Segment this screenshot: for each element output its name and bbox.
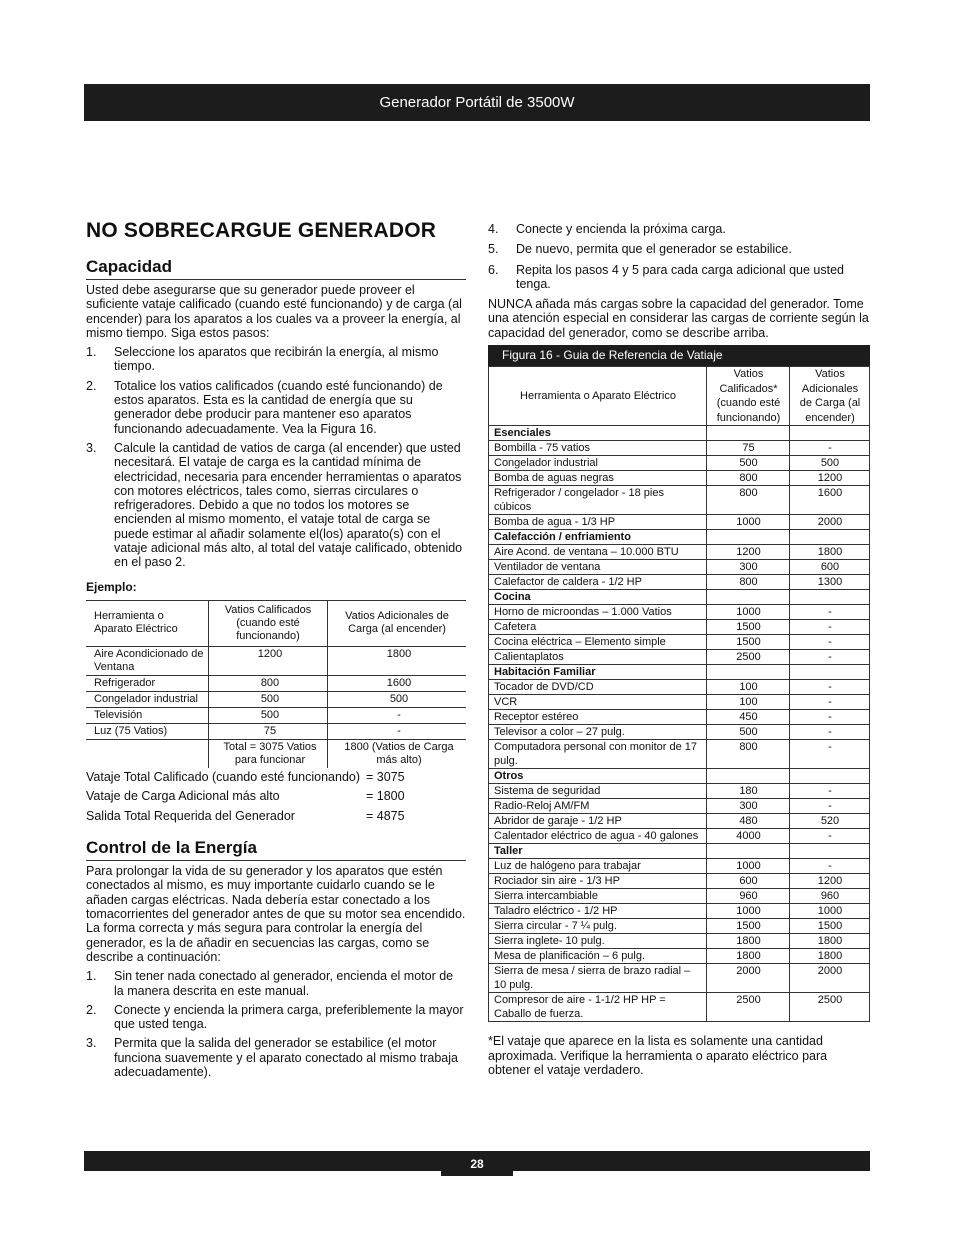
starting-watts: 520 [790, 814, 870, 829]
appliance-name: Aire Acond. de ventana – 10.000 BTU [489, 545, 707, 560]
table-row [489, 829, 870, 844]
running-watts: 1500 [707, 635, 790, 650]
category-row [489, 844, 870, 859]
reference-header-item: Herramienta o Aparato Eléctrico [489, 367, 707, 426]
capacidad-heading: Capacidad [86, 257, 466, 280]
table-row [489, 799, 870, 814]
example-table-header [86, 600, 466, 646]
category-name: Habitación Familiar [489, 665, 707, 680]
running-watts: 600 [707, 874, 790, 889]
running-watts: 800 [707, 486, 790, 515]
list-item [488, 263, 870, 292]
step-text: Calcule la cantidad de vatios de carga (al encender) que usted necesitará. El vataje de carga es la cantidad mínima de electricidad, necesaria para encender herramientas o aparatos con motores eléctricos, tales como, sierras circulares o refrigeradores. Debido a que no todos los motores se encienden al mismo momento, el vataje total de carga se puede estimar al añadir solamente el(los) aparato(s) con el vataje adicional más alto, al total del vataje calificado, obtenido en el paso 2. [114, 440, 463, 570]
appliance-name: Horno de microondas – 1.000 Vatios [489, 605, 707, 620]
table-row [489, 620, 870, 635]
category-empty [707, 426, 790, 441]
list-item [86, 345, 466, 374]
table-row [489, 545, 870, 560]
appliance-name: Bomba de aguas negras [489, 471, 707, 486]
starting-watts: 1200 [790, 471, 870, 486]
example-starting: - [328, 707, 467, 723]
running-watts: 480 [707, 814, 790, 829]
list-item [86, 969, 466, 998]
example-item: Televisión [86, 707, 209, 723]
appliance-name: Congelador industrial [489, 456, 707, 471]
table-row [86, 646, 466, 675]
table-row [489, 725, 870, 740]
step-text: Permita que la salida del generador se estabilice (el motor funciona suavemente y el aparato conectado al mismo trabaja adecuadamente). [114, 1036, 458, 1079]
running-watts: 100 [707, 680, 790, 695]
starting-watts: - [790, 695, 870, 710]
table-row [489, 949, 870, 964]
example-header-item: Herramienta o Aparato Eléctrico [86, 600, 209, 646]
starting-watts: - [790, 441, 870, 456]
appliance-name: Calentador eléctrico de agua - 40 galones [489, 829, 707, 844]
category-empty [790, 665, 870, 680]
step-text: De nuevo, permita que el generador se estabilice. [516, 242, 792, 257]
table-row [489, 650, 870, 665]
page-number [441, 1151, 513, 1176]
table-row [489, 471, 870, 486]
running-watts: 1000 [707, 859, 790, 874]
appliance-name: Luz de halógeno para trabajar [489, 859, 707, 874]
starting-watts: 1800 [790, 545, 870, 560]
reference-header-running: Vatios Calificados* (cuando esté funcionando) [707, 367, 790, 426]
table-row [86, 675, 466, 691]
running-watts: 300 [707, 560, 790, 575]
category-empty [707, 590, 790, 605]
summary-label: Salida Total Requerida del Generador [86, 808, 295, 823]
appliance-name: Bombilla - 75 vatios [489, 441, 707, 456]
example-header-starting: Vatios Adicionales de Carga (al encender) [328, 600, 467, 646]
category-name: Calefacción / enfriamiento [489, 530, 707, 545]
list-item [86, 441, 466, 570]
running-watts: 2500 [707, 993, 790, 1022]
table-row [489, 441, 870, 456]
running-watts: 100 [707, 695, 790, 710]
table-row [489, 680, 870, 695]
list-item [488, 242, 870, 256]
left-column [86, 219, 466, 1079]
category-empty [707, 769, 790, 784]
category-empty [790, 769, 870, 784]
step-number: 2. [86, 378, 97, 393]
running-watts: 1500 [707, 620, 790, 635]
example-summary [86, 768, 466, 827]
running-watts: 800 [707, 740, 790, 769]
reference-table-header [489, 367, 870, 426]
appliance-name: Sierra inglete- 10 pulg. [489, 934, 707, 949]
table-row [489, 919, 870, 934]
table-row [86, 723, 466, 739]
table-row [86, 707, 466, 723]
step-number: 6. [488, 262, 499, 277]
category-empty [707, 665, 790, 680]
running-watts: 2500 [707, 650, 790, 665]
capacity-warning: NUNCA añada más cargas sobre la capacidad del generador. Tome una atención especial en considerar las cargas de corriente según la capacidad del generador, como se describe arriba. [488, 297, 869, 340]
step-number: 3. [86, 1036, 97, 1051]
table-row [489, 560, 870, 575]
appliance-name: Ventilador de ventana [489, 560, 707, 575]
table-row [489, 486, 870, 515]
step-text: Seleccione los aparatos que recibirán la energía, al mismo tiempo. [114, 345, 439, 374]
starting-watts: 500 [790, 456, 870, 471]
table-row [489, 859, 870, 874]
starting-watts: 2500 [790, 993, 870, 1022]
example-running: 800 [209, 675, 328, 691]
starting-watts: - [790, 620, 870, 635]
example-item: Aire Acondicionado de Ventana [86, 646, 209, 675]
example-starting: 1600 [328, 675, 467, 691]
appliance-name: Sierra circular - 7 ¼ pulg. [489, 919, 707, 934]
starting-watts: 2000 [790, 964, 870, 993]
control-steps [86, 969, 466, 1079]
summary-row [86, 807, 466, 827]
starting-watts: - [790, 650, 870, 665]
starting-watts: 1500 [790, 919, 870, 934]
example-total-starting: 1800 (Vatios de Carga más alto) [328, 739, 467, 768]
appliance-name: Cafetera [489, 620, 707, 635]
category-empty [707, 530, 790, 545]
appliance-name: Mesa de planificación – 6 pulg. [489, 949, 707, 964]
capacidad-intro: Usted debe asegurarse que su generador puede proveer el suficiente vataje calificado (cuando esté funcionando) y de carga (al encender) para los aparatos a los cuales va a proveer la energía, al mismo tiempo. Siga estos pasos: [86, 283, 462, 340]
control-steps-continued [488, 222, 870, 291]
appliance-name: Radio-Reloj AM/FM [489, 799, 707, 814]
running-watts: 960 [707, 889, 790, 904]
appliance-name: Sierra intercambiable [489, 889, 707, 904]
example-item: Luz (75 Vatios) [86, 723, 209, 739]
step-number: 2. [86, 1002, 97, 1017]
running-watts: 800 [707, 471, 790, 486]
summary-label: Vataje Total Calificado (cuando esté funcionando) [86, 769, 361, 784]
table-row [489, 784, 870, 799]
appliance-name: Tocador de DVD/CD [489, 680, 707, 695]
example-running: 1200 [209, 646, 328, 675]
starting-watts: - [790, 784, 870, 799]
running-watts: 300 [707, 799, 790, 814]
starting-watts: - [790, 859, 870, 874]
running-watts: 1000 [707, 605, 790, 620]
ejemplo-label: Ejemplo: [86, 579, 137, 594]
step-number: 3. [86, 440, 97, 455]
header-title: Generador Portátil de 3500W [379, 94, 575, 111]
starting-watts: 960 [790, 889, 870, 904]
step-number: 5. [488, 242, 499, 257]
example-table [86, 600, 466, 768]
step-text: Conecte y encienda la primera carga, preferiblemente la mayor que usted tenga. [114, 1002, 464, 1032]
category-row [489, 769, 870, 784]
running-watts: 75 [707, 441, 790, 456]
category-name: Cocina [489, 590, 707, 605]
appliance-name: Abridor de garaje - 1/2 HP [489, 814, 707, 829]
table-row [489, 456, 870, 471]
appliance-name: Bomba de agua - 1/3 HP [489, 515, 707, 530]
example-total-running: Total = 3075 Vatios para funcionar [209, 739, 328, 768]
summary-value: = 1800 [366, 789, 405, 804]
starting-watts: - [790, 605, 870, 620]
running-watts: 4000 [707, 829, 790, 844]
starting-watts: 1600 [790, 486, 870, 515]
example-running: 75 [209, 723, 328, 739]
running-watts: 1800 [707, 934, 790, 949]
running-watts: 1800 [707, 949, 790, 964]
control-intro: Para prolongar la vida de su generador y los aparatos que estén conectados al mismo, es muy importante cuidarlo cuando se le añaden cargas eléctricas. Nada debería estar conectado a los tomacorrientes del generador antes de que su motor sea encendido. La forma correcta y más segura para controlar la energía del generador, es la de añadir en secuencias las cargas, como se describe a continuación: [86, 864, 466, 964]
step-text: Totalice los vatios calificados (cuando esté funcionando) de estos aparatos. Esta es la cantidad de energía que su generador debe producir para mantener eso aparatos funcionando adecuadamente. Vea la Figura 16. [114, 378, 443, 436]
starting-watts: 1800 [790, 934, 870, 949]
running-watts: 1200 [707, 545, 790, 560]
table-row [489, 710, 870, 725]
example-starting: - [328, 723, 467, 739]
starting-watts: 600 [790, 560, 870, 575]
example-total-row [86, 739, 466, 768]
summary-row [86, 768, 466, 788]
running-watts: 2000 [707, 964, 790, 993]
list-item [86, 1036, 466, 1079]
capacidad-steps [86, 345, 466, 569]
running-watts: 500 [707, 725, 790, 740]
step-number: 1. [86, 345, 97, 360]
list-item [488, 222, 870, 236]
running-watts: 180 [707, 784, 790, 799]
appliance-name: Rociador sin aire - 1/3 HP [489, 874, 707, 889]
control-heading: Control de la Energía [86, 838, 466, 861]
starting-watts: - [790, 799, 870, 814]
appliance-name: Sierra de mesa / sierra de brazo radial – 10 pulg. [489, 964, 707, 993]
running-watts: 1500 [707, 919, 790, 934]
page-number-text: 28 [470, 1156, 484, 1171]
starting-watts: 1300 [790, 575, 870, 590]
table-row [489, 874, 870, 889]
wattage-reference-table [488, 366, 870, 1022]
category-name: Esenciales [489, 426, 707, 441]
category-empty [790, 426, 870, 441]
example-running: 500 [209, 691, 328, 707]
figure-footnote: *El vataje que aparece en la lista es solamente una cantidad aproximada. Verifique la herramienta o aparato eléctrico para obtener el vataje verdadero. [488, 1034, 828, 1078]
starting-watts: - [790, 740, 870, 769]
table-row [86, 691, 466, 707]
table-row [489, 964, 870, 993]
step-text: Sin tener nada conectado al generador, encienda el motor de la manera descrita en este manual. [114, 969, 454, 998]
category-empty [790, 530, 870, 545]
list-item [86, 379, 466, 436]
running-watts: 500 [707, 456, 790, 471]
summary-label: Vataje de Carga Adicional más alto [86, 789, 280, 804]
category-name: Otros [489, 769, 707, 784]
example-header-running: Vatios Calificados (cuando esté funcionando) [209, 600, 328, 646]
starting-watts: - [790, 710, 870, 725]
summary-value: = 3075 [366, 769, 405, 784]
table-row [489, 575, 870, 590]
appliance-name: Sistema de seguridad [489, 784, 707, 799]
table-row [489, 695, 870, 710]
figure-title: Figura 16 - Guia de Referencia de Vatiaje [488, 345, 870, 366]
table-row [489, 515, 870, 530]
category-name: Taller [489, 844, 707, 859]
header-bar [84, 84, 870, 121]
appliance-name: Receptor estéreo [489, 710, 707, 725]
appliance-name: Calientaplatos [489, 650, 707, 665]
category-empty [790, 590, 870, 605]
step-number: 4. [488, 222, 499, 236]
example-running: 500 [209, 707, 328, 723]
category-row [489, 530, 870, 545]
example-total-empty [86, 739, 209, 768]
table-row [489, 740, 870, 769]
appliance-name: Televisor a color – 27 pulg. [489, 725, 707, 740]
starting-watts: 2000 [790, 515, 870, 530]
starting-watts: 1200 [790, 874, 870, 889]
starting-watts: - [790, 829, 870, 844]
table-row [489, 934, 870, 949]
example-starting: 1800 [328, 646, 467, 675]
starting-watts: 1800 [790, 949, 870, 964]
summary-row [86, 787, 466, 807]
table-row [489, 605, 870, 620]
category-row [489, 590, 870, 605]
running-watts: 1000 [707, 515, 790, 530]
table-row [489, 993, 870, 1022]
running-watts: 800 [707, 575, 790, 590]
appliance-name: Compresor de aire - 1-1/2 HP HP = Caballo de fuerza. [489, 993, 707, 1022]
appliance-name: Calefactor de caldera - 1/2 HP [489, 575, 707, 590]
starting-watts: 1000 [790, 904, 870, 919]
appliance-name: VCR [489, 695, 707, 710]
starting-watts: - [790, 725, 870, 740]
category-empty [790, 844, 870, 859]
table-row [489, 814, 870, 829]
starting-watts: - [790, 635, 870, 650]
reference-header-starting: Vatios Adicionales de Carga (al encender) [790, 367, 870, 426]
category-row [489, 665, 870, 680]
category-row [489, 426, 870, 441]
step-number: 1. [86, 969, 97, 984]
category-empty [707, 844, 790, 859]
page-title: NO SOBRECARGUE GENERADOR [86, 219, 437, 242]
starting-watts: - [790, 680, 870, 695]
example-starting: 500 [328, 691, 467, 707]
appliance-name: Taladro eléctrico - 1/2 HP [489, 904, 707, 919]
example-item: Congelador industrial [86, 691, 209, 707]
appliance-name: Cocina eléctrica – Elemento simple [489, 635, 707, 650]
table-row [489, 889, 870, 904]
appliance-name: Computadora personal con monitor de 17 pulg. [489, 740, 707, 769]
example-item: Refrigerador [86, 675, 209, 691]
list-item [86, 1003, 466, 1032]
step-text: Conecte y encienda la próxima carga. [516, 222, 726, 236]
summary-value: = 4875 [366, 808, 405, 823]
table-row [489, 635, 870, 650]
step-text: Repita los pasos 4 y 5 para cada carga adicional que usted tenga. [516, 262, 844, 291]
running-watts: 1000 [707, 904, 790, 919]
running-watts: 450 [707, 710, 790, 725]
appliance-name: Refrigerador / congelador - 18 pies cúbicos [489, 486, 707, 515]
right-column [488, 222, 870, 1077]
table-row [489, 904, 870, 919]
